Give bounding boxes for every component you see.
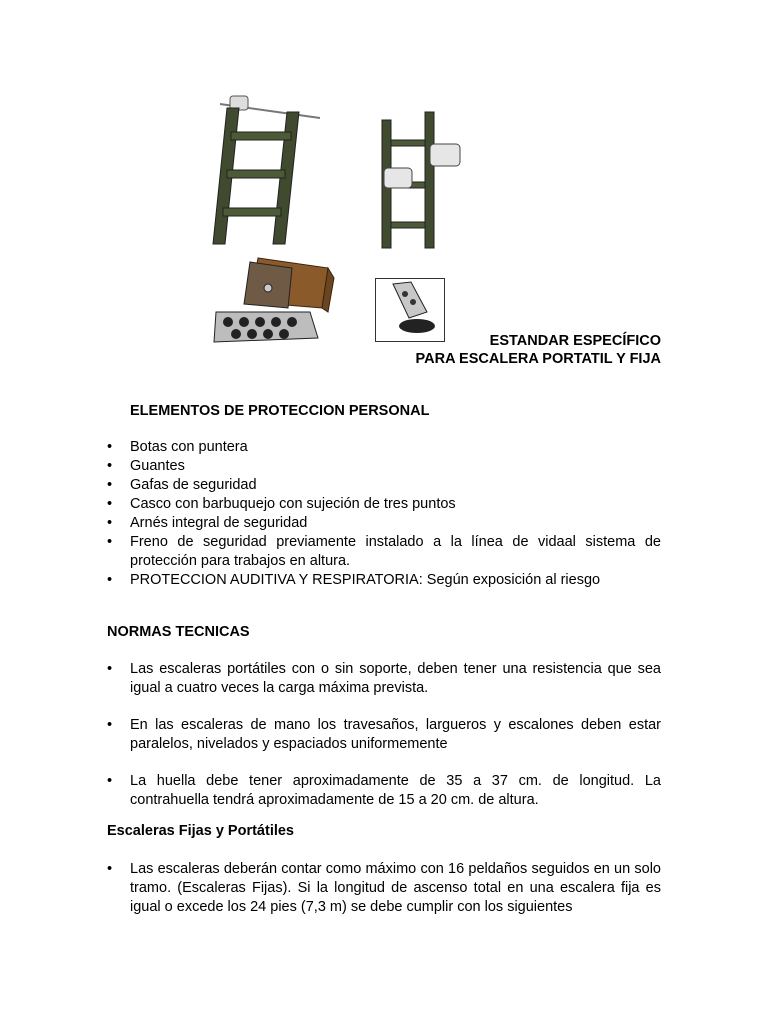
bullet-icon: • [107,515,113,531]
bullet-icon: • [107,439,113,455]
ladder-foot-wood-illustration [210,250,335,350]
fijas-heading: Escaleras Fijas y Portátiles [107,823,294,839]
list-item [107,476,661,495]
list-item [107,514,661,533]
fixed-ladder-illustration [370,110,470,250]
title-line-2: PARA ESCALERA PORTATIL Y FIJA [415,351,661,367]
list-item-text: Guantes [130,458,185,474]
list-item [107,495,661,514]
bullet-icon: • [107,773,113,789]
list-item [107,860,661,917]
portable-ladder-illustration [205,88,325,248]
bullet-icon: • [107,496,113,512]
list-item-text: Las escaleras portátiles con o sin soporte, deben tener una resistencia que sea igual a cuatro veces la carga máxima prevista. [130,661,661,696]
bullet-icon: • [107,477,113,493]
bullet-icon: • [107,458,113,474]
list-item-text: PROTECCION AUDITIVA Y RESPIRATORIA: Según exposición al riesgo [130,572,601,588]
list-item [107,438,661,457]
list-item-text: Arnés integral de seguridad [130,515,308,531]
list-item [107,716,661,754]
list-item-text: Casco con barbuquejo con sujeción de tres puntos [130,496,456,512]
title-line-1: ESTANDAR ESPECÍFICO [489,333,661,349]
list-item [107,533,661,571]
bullet-icon: • [107,572,113,588]
epp-heading: ELEMENTOS DE PROTECCION PERSONAL [130,403,430,419]
list-item [107,457,661,476]
list-item-text: Las escaleras deberán contar como máximo con 16 peldaños seguidos en un solo tramo. (Escaleras Fijas). Si la longitud de ascenso total en una escalera fija es igual o excede los 24 pies (7,3 m) se debe cumplir con los siguientes [130,861,661,915]
fijas-list [107,860,661,917]
list-item-text: Botas con puntera [130,439,248,455]
bullet-icon: • [107,861,113,877]
bullet-icon: • [107,717,113,733]
list-item-text: Freno de seguridad previamente instalado a la línea de vidaal sistema de protección para trabajos en altura. [130,534,661,569]
document-title [380,332,661,368]
list-item [107,660,661,698]
bullet-icon: • [107,661,113,677]
epp-list [107,438,661,590]
bullet-icon: • [107,534,113,550]
list-item [107,571,661,590]
normas-heading: NORMAS TECNICAS [107,624,250,640]
list-item [107,772,661,810]
list-item-text: Gafas de seguridad [130,477,257,493]
list-item-text: La huella debe tener aproximadamente de 35 a 37 cm. de longitud. La contrahuella tendrá aproximadamente de 15 a 20 cm. de altura. [130,773,661,808]
list-item-text: En las escaleras de mano los travesaños, largueros y escalones deben estar paralelos, nivelados y espaciados uniformemente [130,717,661,752]
normas-list [107,660,661,828]
